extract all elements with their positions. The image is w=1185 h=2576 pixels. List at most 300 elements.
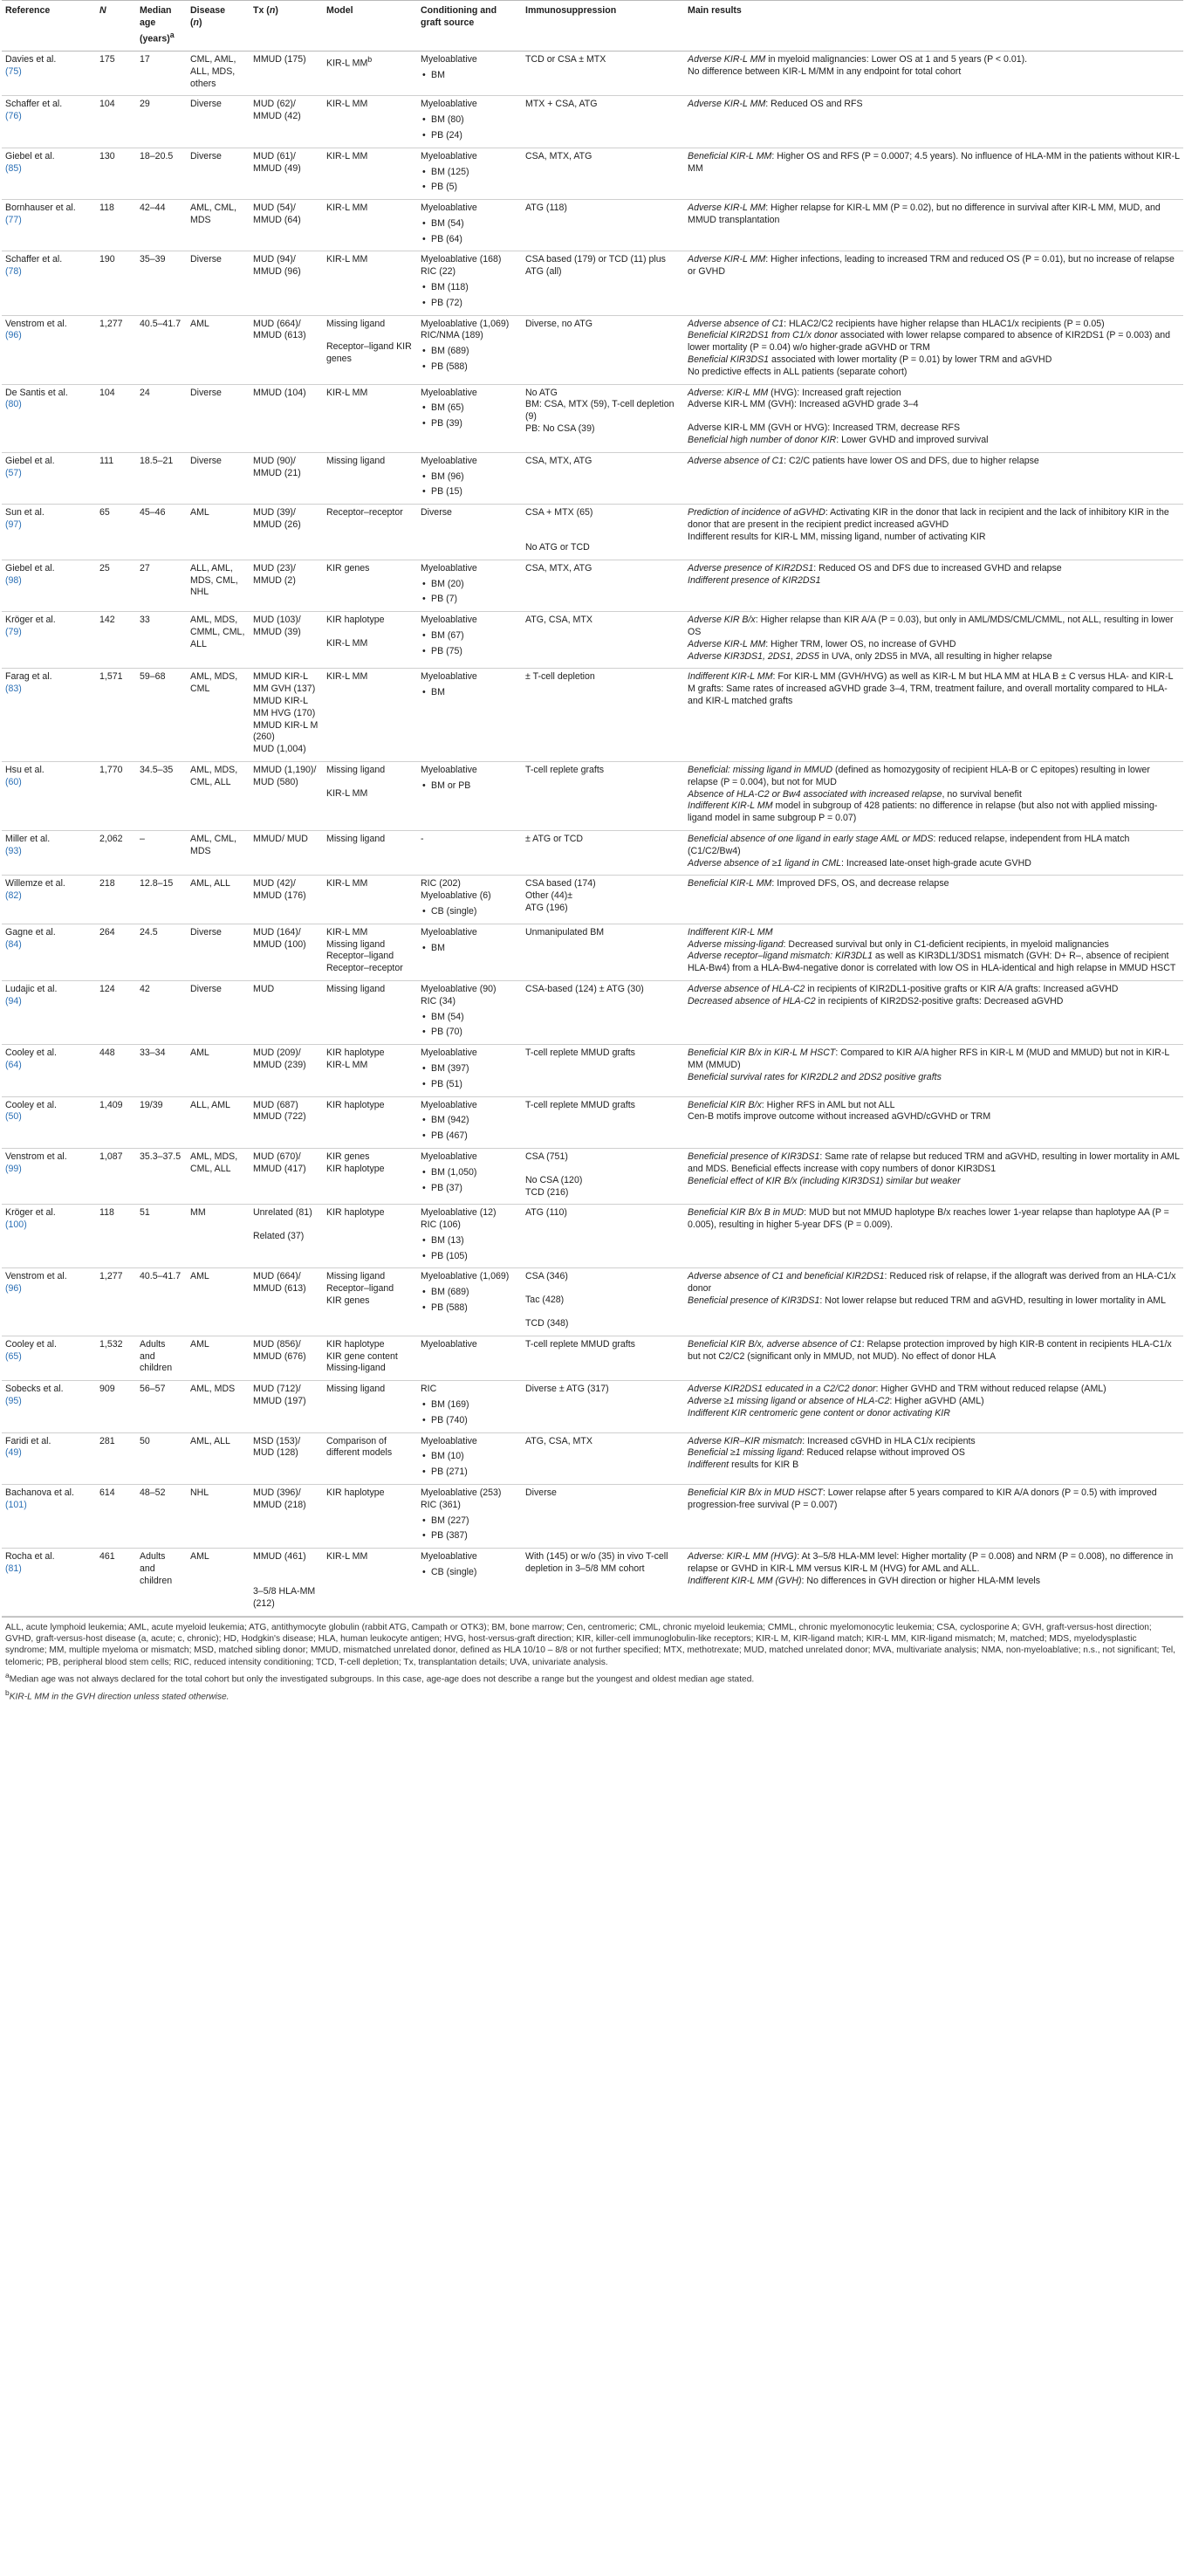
cell-text: ± ATG or TCD (525, 833, 584, 844)
cell-disease (187, 384, 250, 452)
result-line (688, 927, 1180, 939)
cell-text: Myeloablative (421, 150, 477, 161)
result-line (688, 984, 1180, 996)
cell-immunosuppression (522, 1485, 684, 1549)
cell-model (323, 315, 417, 384)
cell-disease (187, 251, 250, 315)
cell-disease (187, 876, 250, 924)
cell-text: AML, ALL (190, 878, 230, 890)
cell-tx (250, 1381, 323, 1432)
cell-age: Adults and children (136, 1549, 187, 1616)
result-text: : Lower relapse after 5 years compared to KIR A/A donors (P = 0.5) with improved progression-free survival (P = 0.007) (688, 1487, 1157, 1510)
table-row (2, 1045, 1183, 1096)
cell-text: Comparison of different models (326, 1435, 393, 1459)
cell-reference (2, 1432, 96, 1484)
cell-tx (250, 51, 323, 95)
cell-text: AML, MDS, CML, ALL (190, 764, 238, 787)
result-emphasis: Adverse missing-ligand (688, 938, 784, 950)
reference-link[interactable]: (79) (5, 627, 22, 638)
cell-text: No ATG or TCD (525, 542, 590, 553)
graft-source-bullet: • PB (15) (421, 486, 518, 498)
cell-text: ALL, AML, MDS, CML, NHL (190, 562, 238, 598)
cell-age: 27 (136, 560, 187, 611)
reference-link[interactable]: (57) (5, 467, 22, 478)
cell-model (323, 1096, 417, 1148)
reference-link[interactable]: (82) (5, 890, 22, 902)
reference-link[interactable]: (64) (5, 1059, 22, 1070)
cell-age: 56–57 (136, 1381, 187, 1432)
reference-author: Miller et al. (5, 833, 51, 844)
cell-disease (187, 1432, 250, 1484)
result-line (688, 563, 1180, 575)
cell-text: Myeloablative (421, 53, 477, 65)
reference-author: Schaffer et al. (5, 99, 63, 110)
result-line (688, 765, 1180, 789)
cell-conditioning (417, 1205, 522, 1268)
header-row (2, 1, 1183, 52)
cell-age: 42–44 (136, 200, 187, 251)
cell-reference (2, 315, 96, 384)
cell-text: ± T-cell depletion (525, 671, 595, 683)
cell-tx (250, 876, 323, 924)
reference-link[interactable]: (76) (5, 111, 22, 122)
cell-text: CSA (751) (525, 1151, 568, 1162)
reference-author: Venstrom et al. (5, 1151, 67, 1162)
cell-model (323, 1381, 417, 1432)
result-emphasis: Indifferent KIR-L MM (688, 926, 773, 938)
cell-reference (2, 876, 96, 924)
cell-text: Missing ligand (326, 938, 386, 950)
cell-text: RIC (361) (421, 1499, 461, 1510)
cell-main-results (684, 1381, 1183, 1432)
result-emphasis: Beneficial survival rates for KIR2DL2 and 2DS2 positive grafts (688, 1071, 942, 1082)
reference-author: Venstrom et al. (5, 318, 67, 329)
graft-source-bullet: • PB (5) (421, 182, 518, 194)
cell-main-results (684, 1549, 1183, 1616)
cell-disease (187, 924, 250, 980)
reference-link[interactable]: (78) (5, 266, 22, 278)
cell-reference (2, 1096, 96, 1148)
cell-text: CSA, MTX, ATG (525, 562, 592, 574)
reference-author: Sun et al. (5, 507, 45, 519)
cell-model (323, 560, 417, 611)
graft-source-bullet: • CB (single) (421, 906, 518, 918)
cell-model (323, 876, 417, 924)
cell-text: BM: CSA, MTX (59), T-cell depletion (9) (525, 399, 675, 422)
reference-link[interactable]: (50) (5, 1111, 22, 1123)
cell-tx (250, 452, 323, 504)
cell-text: AML, CML, MDS (190, 833, 236, 856)
cell-age: 51 (136, 1205, 187, 1268)
result-emphasis: Adverse KIR-L MM (688, 53, 766, 65)
reference-author: Gagne et al. (5, 926, 56, 938)
cell-main-results (684, 315, 1183, 384)
cell-immunosuppression (522, 980, 684, 1044)
cell-main-results (684, 560, 1183, 611)
reference-link[interactable]: (100) (5, 1219, 27, 1231)
cell-immunosuppression (522, 612, 684, 669)
result-emphasis: Indifferent KIR centromeric gene content or donor activating KIR (688, 1407, 950, 1419)
result-line (688, 1111, 1180, 1123)
cell-text: RIC/NMA (189) (421, 330, 483, 341)
reference-link[interactable]: (96) (5, 330, 22, 341)
graft-source-bullet: • BM (125) (421, 167, 518, 179)
cell-text: Other (44)± (525, 890, 573, 902)
result-emphasis: Adverse absence of C1 and beneficial KIR2DS1 (688, 1271, 885, 1282)
cell-text: Myeloablative (90) (421, 983, 497, 994)
reference-link[interactable]: (94) (5, 995, 22, 1006)
reference-author: Bornhauser et al. (5, 203, 76, 214)
cell-model (323, 384, 417, 452)
table-row (2, 1432, 1183, 1484)
cell-conditioning (417, 315, 522, 384)
cell-model (323, 1268, 417, 1336)
result-line (688, 422, 1180, 435)
cell-text: TCD (348) (525, 1318, 569, 1329)
result-text: No predictive effects in ALL patients (separate cohort) (688, 366, 908, 377)
result-text: : Reduced relapse without improved OS (801, 1447, 965, 1459)
result-emphasis: Indifferent KIR-L MM (GVH) (688, 1575, 802, 1586)
result-text: : Reduced OS and DFS due to increased GVHD and relapse (813, 562, 1062, 574)
cell-main-results (684, 876, 1183, 924)
cell-text: MMUD KIR-L MM HVG (170) (253, 696, 316, 718)
cell-age: 17 (136, 51, 187, 95)
graft-source-bullet: • PB (588) (421, 1302, 518, 1315)
reference-link[interactable]: (97) (5, 519, 22, 531)
result-line (688, 858, 1180, 870)
cell-n: 124 (96, 980, 136, 1044)
cell-conditioning (417, 669, 522, 762)
reference-link[interactable]: (65) (5, 1350, 22, 1362)
reference-author: Hsu et al. (5, 764, 45, 775)
header-model: Model (323, 1, 417, 52)
cell-immunosuppression (522, 1096, 684, 1148)
cell-n: 111 (96, 452, 136, 504)
cell-tx (250, 1485, 323, 1549)
cell-text: AML, MDS, CML, ALL (190, 1151, 238, 1174)
cell-disease (187, 200, 250, 251)
table-row (2, 315, 1183, 384)
cell-text: 3–5/8 HLA-MM (212) (253, 1586, 316, 1609)
cell-tx (250, 980, 323, 1044)
graft-source-bullet: • BM (96) (421, 471, 518, 484)
result-text: No difference between KIR-L M/MM in any endpoint for total cohort (688, 65, 962, 77)
cell-text (525, 1307, 681, 1318)
result-text: (defined as homozygosity of recipient HLA-B or C epitopes) resulting in lower relapse (P = 0.004), but not for MUD (688, 764, 1150, 787)
result-line (688, 800, 1180, 825)
table-footnotes (2, 1617, 1183, 1703)
graft-source-bullet: • BM (421, 943, 518, 955)
result-emphasis: Adverse absence of HLA-C2 (688, 983, 805, 994)
cell-text: Myeloablative (421, 615, 477, 626)
cell-n: 909 (96, 1381, 136, 1432)
cell-text: Receptor–receptor (326, 963, 403, 974)
footnote-marker: b (367, 54, 373, 64)
cell-model (323, 96, 417, 148)
result-emphasis: Beneficial KIR2DS1 from C1/x donor (688, 330, 838, 341)
result-line (688, 388, 1180, 400)
cell-text: Myeloablative (168) (421, 254, 502, 265)
reference-link[interactable]: (81) (5, 1563, 22, 1575)
footnote-b: $^b$KIR-L MM in the GVH direction unless stated otherwise. (5, 1688, 229, 1702)
table-row (2, 980, 1183, 1044)
cell-disease (187, 1096, 250, 1148)
cell-main-results (684, 148, 1183, 199)
cell-main-results (684, 669, 1183, 762)
reference-link[interactable]: (96) (5, 1283, 22, 1295)
table-row (2, 1381, 1183, 1432)
result-text: Adverse KIR-L MM (GVH): Increased aGVHD grade 3–4 (688, 399, 919, 410)
cell-text: Missing ligand (326, 455, 386, 466)
cell-immunosuppression (522, 452, 684, 504)
reference-link[interactable]: (101) (5, 1499, 27, 1510)
cell-text (326, 777, 414, 788)
cell-conditioning (417, 1549, 522, 1616)
cell-main-results (684, 452, 1183, 504)
result-text: results for KIR B (729, 1460, 799, 1471)
cell-immunosuppression (522, 1381, 684, 1432)
cell-tx (250, 1268, 323, 1336)
cell-disease (187, 1485, 250, 1549)
cell-disease (187, 830, 250, 875)
result-emphasis: Adverse presence of KIR2DS1 (688, 562, 814, 574)
cell-reference (2, 1045, 96, 1096)
cell-immunosuppression (522, 924, 684, 980)
cell-text (253, 1575, 319, 1586)
cell-n: 1,409 (96, 1096, 136, 1148)
cell-immunosuppression (522, 315, 684, 384)
cell-text: MUD (61)/ MMUD (49) (253, 150, 301, 174)
reference-link[interactable]: (80) (5, 399, 22, 410)
result-line (688, 951, 1180, 975)
result-line (688, 151, 1180, 175)
cell-text: ALL, AML (190, 1099, 230, 1110)
reference-link[interactable]: (83) (5, 683, 22, 695)
cell-immunosuppression (522, 876, 684, 924)
result-text: model in subgroup of 428 patients: no difference in relapse (but also not with applied missing-ligand model in same subgroup P = 0.07) (688, 800, 1158, 824)
cell-conditioning (417, 1045, 522, 1096)
reference-author: Farag et al. (5, 671, 52, 683)
reference-link[interactable]: (98) (5, 574, 22, 586)
cell-text: MMUD KIR-L M (260) (253, 719, 319, 743)
result-line (688, 507, 1180, 532)
result-text: in recipients of KIR2DL1-positive grafts or KIR A/A grafts: Increased aGVHD (805, 983, 1119, 994)
cell-age: 33 (136, 612, 187, 669)
result-text: Cen-B motifs improve outcome without increased aGVHD/cGVHD or TRM (688, 1111, 991, 1123)
reference-link[interactable]: (84) (5, 938, 22, 950)
cell-model (323, 612, 417, 669)
cell-model (323, 505, 417, 560)
cell-text: RIC (106) (421, 1219, 461, 1231)
table-row (2, 200, 1183, 251)
result-emphasis: Beneficial presence of KIR3DS1 (688, 1295, 820, 1307)
reference-link[interactable]: (49) (5, 1447, 22, 1459)
cell-text: MUD (712)/ MMUD (197) (253, 1384, 306, 1407)
result-text: : reduced relapse, independent from HLA match (C1/C2/Bw4) (688, 833, 1130, 856)
cell-text: AML (190, 1551, 209, 1563)
cell-age: 12.8–15 (136, 876, 187, 924)
graft-source-bullet: • PB (588) (421, 361, 518, 374)
result-emphasis: Beneficial KIR B/x, adverse absence of C1 (688, 1338, 862, 1350)
result-text: associated with lower relapse compared to absence of KIR2DS1 (P = 0.003) and lower mortality (P = 0.04) w/o higher-grade aGVHD or TRM (688, 330, 1171, 354)
reference-link[interactable]: (99) (5, 1163, 22, 1174)
reference-link[interactable]: (85) (5, 162, 22, 174)
cell-text: CML, AML, ALL, MDS, others (190, 53, 236, 89)
cell-conditioning (417, 51, 522, 95)
cell-text: KIR-L MM (326, 671, 368, 683)
cell-text: Diverse (421, 507, 452, 519)
cell-text: AML, MDS, CML (190, 671, 238, 695)
cell-reference (2, 924, 96, 980)
cell-model (323, 51, 417, 95)
cell-text: KIR genes (326, 562, 370, 574)
table-row (2, 384, 1183, 452)
header-tx: Tx (n) (250, 1, 323, 52)
graft-source-bullet: • BM (1,050) (421, 1167, 518, 1179)
result-text: : Higher aGVHD (AML) (889, 1396, 984, 1407)
reference-link[interactable]: (77) (5, 214, 22, 225)
result-text: : Compared to KIR A/A higher RFS in KIR-L M (MUD and MMUD) but not in KIR-L MM (MMUD) (688, 1048, 1169, 1070)
cell-conditioning (417, 612, 522, 669)
graft-source-bullet: • BM (227) (421, 1515, 518, 1528)
result-text: : Higher TRM, lower OS, no increase of GVHD (765, 638, 956, 649)
result-line (688, 1339, 1180, 1364)
result-text: : Increased late-onset high-grade acute GVHD (841, 857, 1031, 869)
result-text: : Relapse protection improved by high KIR-B content in recipients HLA-C1/x but not C2/C2 (significant only in MMUD, not MUD). No effect of donor HLA (688, 1338, 1172, 1362)
cell-immunosuppression (522, 669, 684, 762)
result-text: in myeloid malignancies: Lower OS at 1 and 5 years (P < 0.01). (765, 53, 1028, 65)
cell-age: 42 (136, 980, 187, 1044)
cell-main-results (684, 96, 1183, 148)
cell-reference (2, 452, 96, 504)
cell-n: 461 (96, 1549, 136, 1616)
reference-author: Rocha et al. (5, 1551, 55, 1563)
cell-text: MUD (856)/ MMUD (676) (253, 1338, 306, 1362)
cell-text: KIR-L MM (326, 1059, 368, 1070)
cell-text: KIR-L MM (326, 1551, 368, 1563)
cell-age: 24 (136, 384, 187, 452)
cell-text: Myeloablative (421, 1151, 477, 1162)
cell-n: 1,532 (96, 1336, 136, 1380)
graft-source-bullet: • PB (271) (421, 1467, 518, 1479)
cell-text: RIC (202) (421, 878, 461, 890)
cell-text: Myeloablative (421, 764, 477, 775)
reference-link[interactable]: (60) (5, 776, 22, 787)
reference-author: Kröger et al. (5, 1207, 56, 1219)
cell-n: 190 (96, 251, 136, 315)
cell-conditioning (417, 251, 522, 315)
cell-text: MMUD/ MUD (253, 833, 308, 844)
cell-disease (187, 1045, 250, 1096)
cell-tx (250, 1045, 323, 1096)
cell-immunosuppression (522, 1336, 684, 1380)
cell-tx (250, 1096, 323, 1148)
result-line (688, 367, 1180, 379)
cell-text: MUD (396)/ MMUD (218) (253, 1487, 306, 1510)
header-reference: Reference (2, 1, 96, 52)
cell-main-results (684, 830, 1183, 875)
cell-text: Unmanipulated BM (525, 926, 605, 938)
cell-text: ATG, CSA, MTX (525, 615, 592, 626)
cell-age: 40.5–41.7 (136, 315, 187, 384)
reference-author: Ludajic et al. (5, 983, 58, 994)
table-row (2, 830, 1183, 875)
result-line (688, 254, 1180, 278)
table-row (2, 761, 1183, 830)
cell-reference (2, 830, 96, 875)
cell-text: KIR-L MM (326, 150, 368, 161)
cell-text (525, 519, 681, 531)
cell-text: No ATG (525, 387, 558, 398)
cell-conditioning (417, 1268, 522, 1336)
cell-model (323, 924, 417, 980)
cell-model (323, 1205, 417, 1268)
cell-text: RIC (34) (421, 995, 456, 1006)
cell-text: AML (190, 1048, 209, 1059)
cell-text: - (421, 833, 424, 844)
result-line (688, 1551, 1180, 1576)
cell-text: Missing-ligand (326, 1363, 386, 1374)
table-row (2, 1205, 1183, 1268)
table-row (2, 452, 1183, 504)
cell-immunosuppression (522, 761, 684, 830)
cell-age: 18–20.5 (136, 148, 187, 199)
cell-text (253, 1219, 319, 1231)
reference-link[interactable]: (95) (5, 1396, 22, 1407)
result-line (688, 456, 1180, 468)
cell-text: MUD (670)/ MMUD (417) (253, 1151, 306, 1174)
reference-link[interactable]: (75) (5, 65, 22, 77)
cell-reference (2, 980, 96, 1044)
cell-reference (2, 1205, 96, 1268)
cell-text: KIR-L MM (326, 58, 368, 69)
result-line (688, 99, 1180, 111)
result-emphasis: Beneficial: missing ligand in MMUD (688, 764, 833, 775)
cell-text: TCD (216) (525, 1186, 569, 1198)
result-text: Adverse KIR-L MM (GVH or HVG): Increased TRM, decrease RFS (688, 422, 961, 434)
cell-text: ATG (118) (525, 203, 567, 214)
footnote-a: $^a$Median age was not always declared for the total cohort but only the investigated subgroups. In this case, age-age does not describe a range but the youngest and oldest median age stated. (5, 1671, 755, 1685)
cell-text: MUD (103)/ MMUD (39) (253, 615, 301, 638)
result-line (688, 1487, 1180, 1512)
result-emphasis: Beneficial KIR B/x in MUD HSCT (688, 1487, 823, 1499)
result-line (688, 575, 1180, 587)
cell-text: Myeloablative (421, 203, 477, 214)
reference-author: Kröger et al. (5, 615, 56, 626)
cell-text: RIC (22) (421, 266, 456, 278)
reference-link[interactable]: (93) (5, 845, 22, 856)
cell-n: 1,087 (96, 1148, 136, 1204)
cell-reference (2, 1336, 96, 1380)
cell-conditioning (417, 924, 522, 980)
reference-author: Davies et al. (5, 53, 57, 65)
cell-text: KIR haplotype (326, 1338, 385, 1350)
cell-age: 24.5 (136, 924, 187, 980)
result-emphasis: Beneficial high number of donor KIR (688, 435, 837, 446)
cell-text: MUD (23)/ MMUD (2) (253, 562, 296, 586)
cell-model (323, 1336, 417, 1380)
result-text: : Higher OS and RFS (P = 0.0007; 4.5 years). No influence of HLA-MM in the patients without KIR-L MM (688, 150, 1180, 174)
cell-text: KIR haplotype (326, 615, 385, 626)
result-emphasis: Prediction of incidence of aGVHD (688, 507, 825, 519)
cell-text: Myeloablative (421, 926, 477, 938)
cell-text: AML (190, 318, 209, 329)
result-line (688, 532, 1180, 544)
cell-age: 45–46 (136, 505, 187, 560)
cell-tx (250, 1432, 323, 1484)
result-emphasis: Beneficial absence of one ligand in early stage AML or MDS (688, 833, 934, 844)
cell-text: KIR haplotype (326, 1048, 385, 1059)
